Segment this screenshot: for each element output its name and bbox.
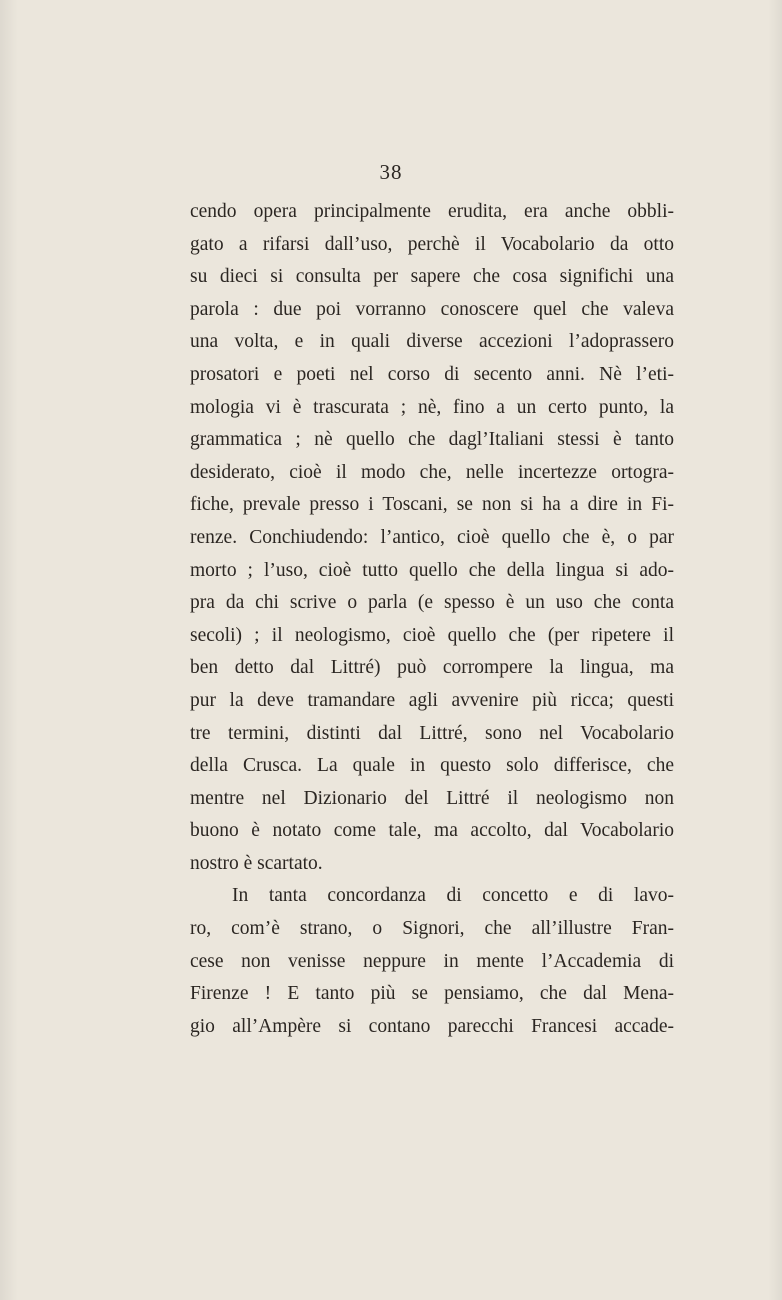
text-line: pur la deve tramandare agli avvenire più ricca; questi [190, 689, 674, 711]
text-line: su dieci si consulta per sapere che cosa significhi una [190, 266, 674, 288]
text-line: nostro è scartato. [190, 852, 323, 874]
text-line: fiche, prevale presso i Toscani, se non si ha a dire in Fi- [190, 494, 674, 516]
text-line: ben detto dal Littré) può corrompere la lingua, ma [190, 657, 674, 679]
text-line: mentre nel Dizionario del Littré il neologismo non [190, 787, 674, 809]
text-line: grammatica ; nè quello che dagl’Italiani stessi è tanto [190, 429, 674, 451]
text-line: Firenze ! E tanto più se pensiamo, che dal Mena- [190, 983, 674, 1005]
page-number: 38 [379, 160, 403, 184]
text-line: gato a rifarsi dall’uso, perchè il Vocabolario da otto [190, 233, 674, 255]
text-line: In tanta concordanza di concetto e di lavo- [232, 885, 674, 907]
paragraph-1 [190, 196, 674, 880]
text-line: renze. Conchiudendo: l’antico, cioè quello che è, o par [190, 526, 674, 548]
text-line: morto ; l’uso, cioè tutto quello che della lingua si ado- [190, 559, 674, 581]
text-line: desiderato, cioè il modo che, nelle incertezze ortogra- [190, 461, 674, 483]
text-line: secoli) ; il neologismo, cioè quello che (per ripetere il [190, 624, 674, 646]
body-text [190, 196, 674, 1043]
text-line: cendo opera principalmente erudita, era anche obbli- [190, 201, 674, 222]
text-line: prosatori e poeti nel corso di secento anni. Nè l’eti- [190, 363, 674, 385]
text-line: mologia vi è trascurata ; nè, fino a un certo punto, la [190, 396, 674, 418]
text-line: pra da chi scrive o parla (e spesso è un uso che conta [190, 592, 674, 614]
paragraph-2 [190, 880, 674, 1043]
text-line: cese non venisse neppure in mente l’Accademia di [190, 950, 674, 972]
text-line: ro, com’è strano, o Signori, che all’illustre Fran- [190, 918, 674, 940]
text-line: della Crusca. La quale in questo solo differisce, che [190, 755, 674, 777]
text-line: una volta, e in quali diverse accezioni l’adoprassero [190, 331, 674, 353]
text-line: tre termini, distinti dal Littré, sono nel Vocabolario [190, 722, 674, 744]
text-line: parola : due poi vorranno conoscere quel che valeva [190, 298, 674, 320]
text-line: buono è notato come tale, ma accolto, dal Vocabolario [190, 820, 674, 842]
text-line: gio all’Ampère si contano parecchi Francesi accade- [190, 1015, 674, 1037]
